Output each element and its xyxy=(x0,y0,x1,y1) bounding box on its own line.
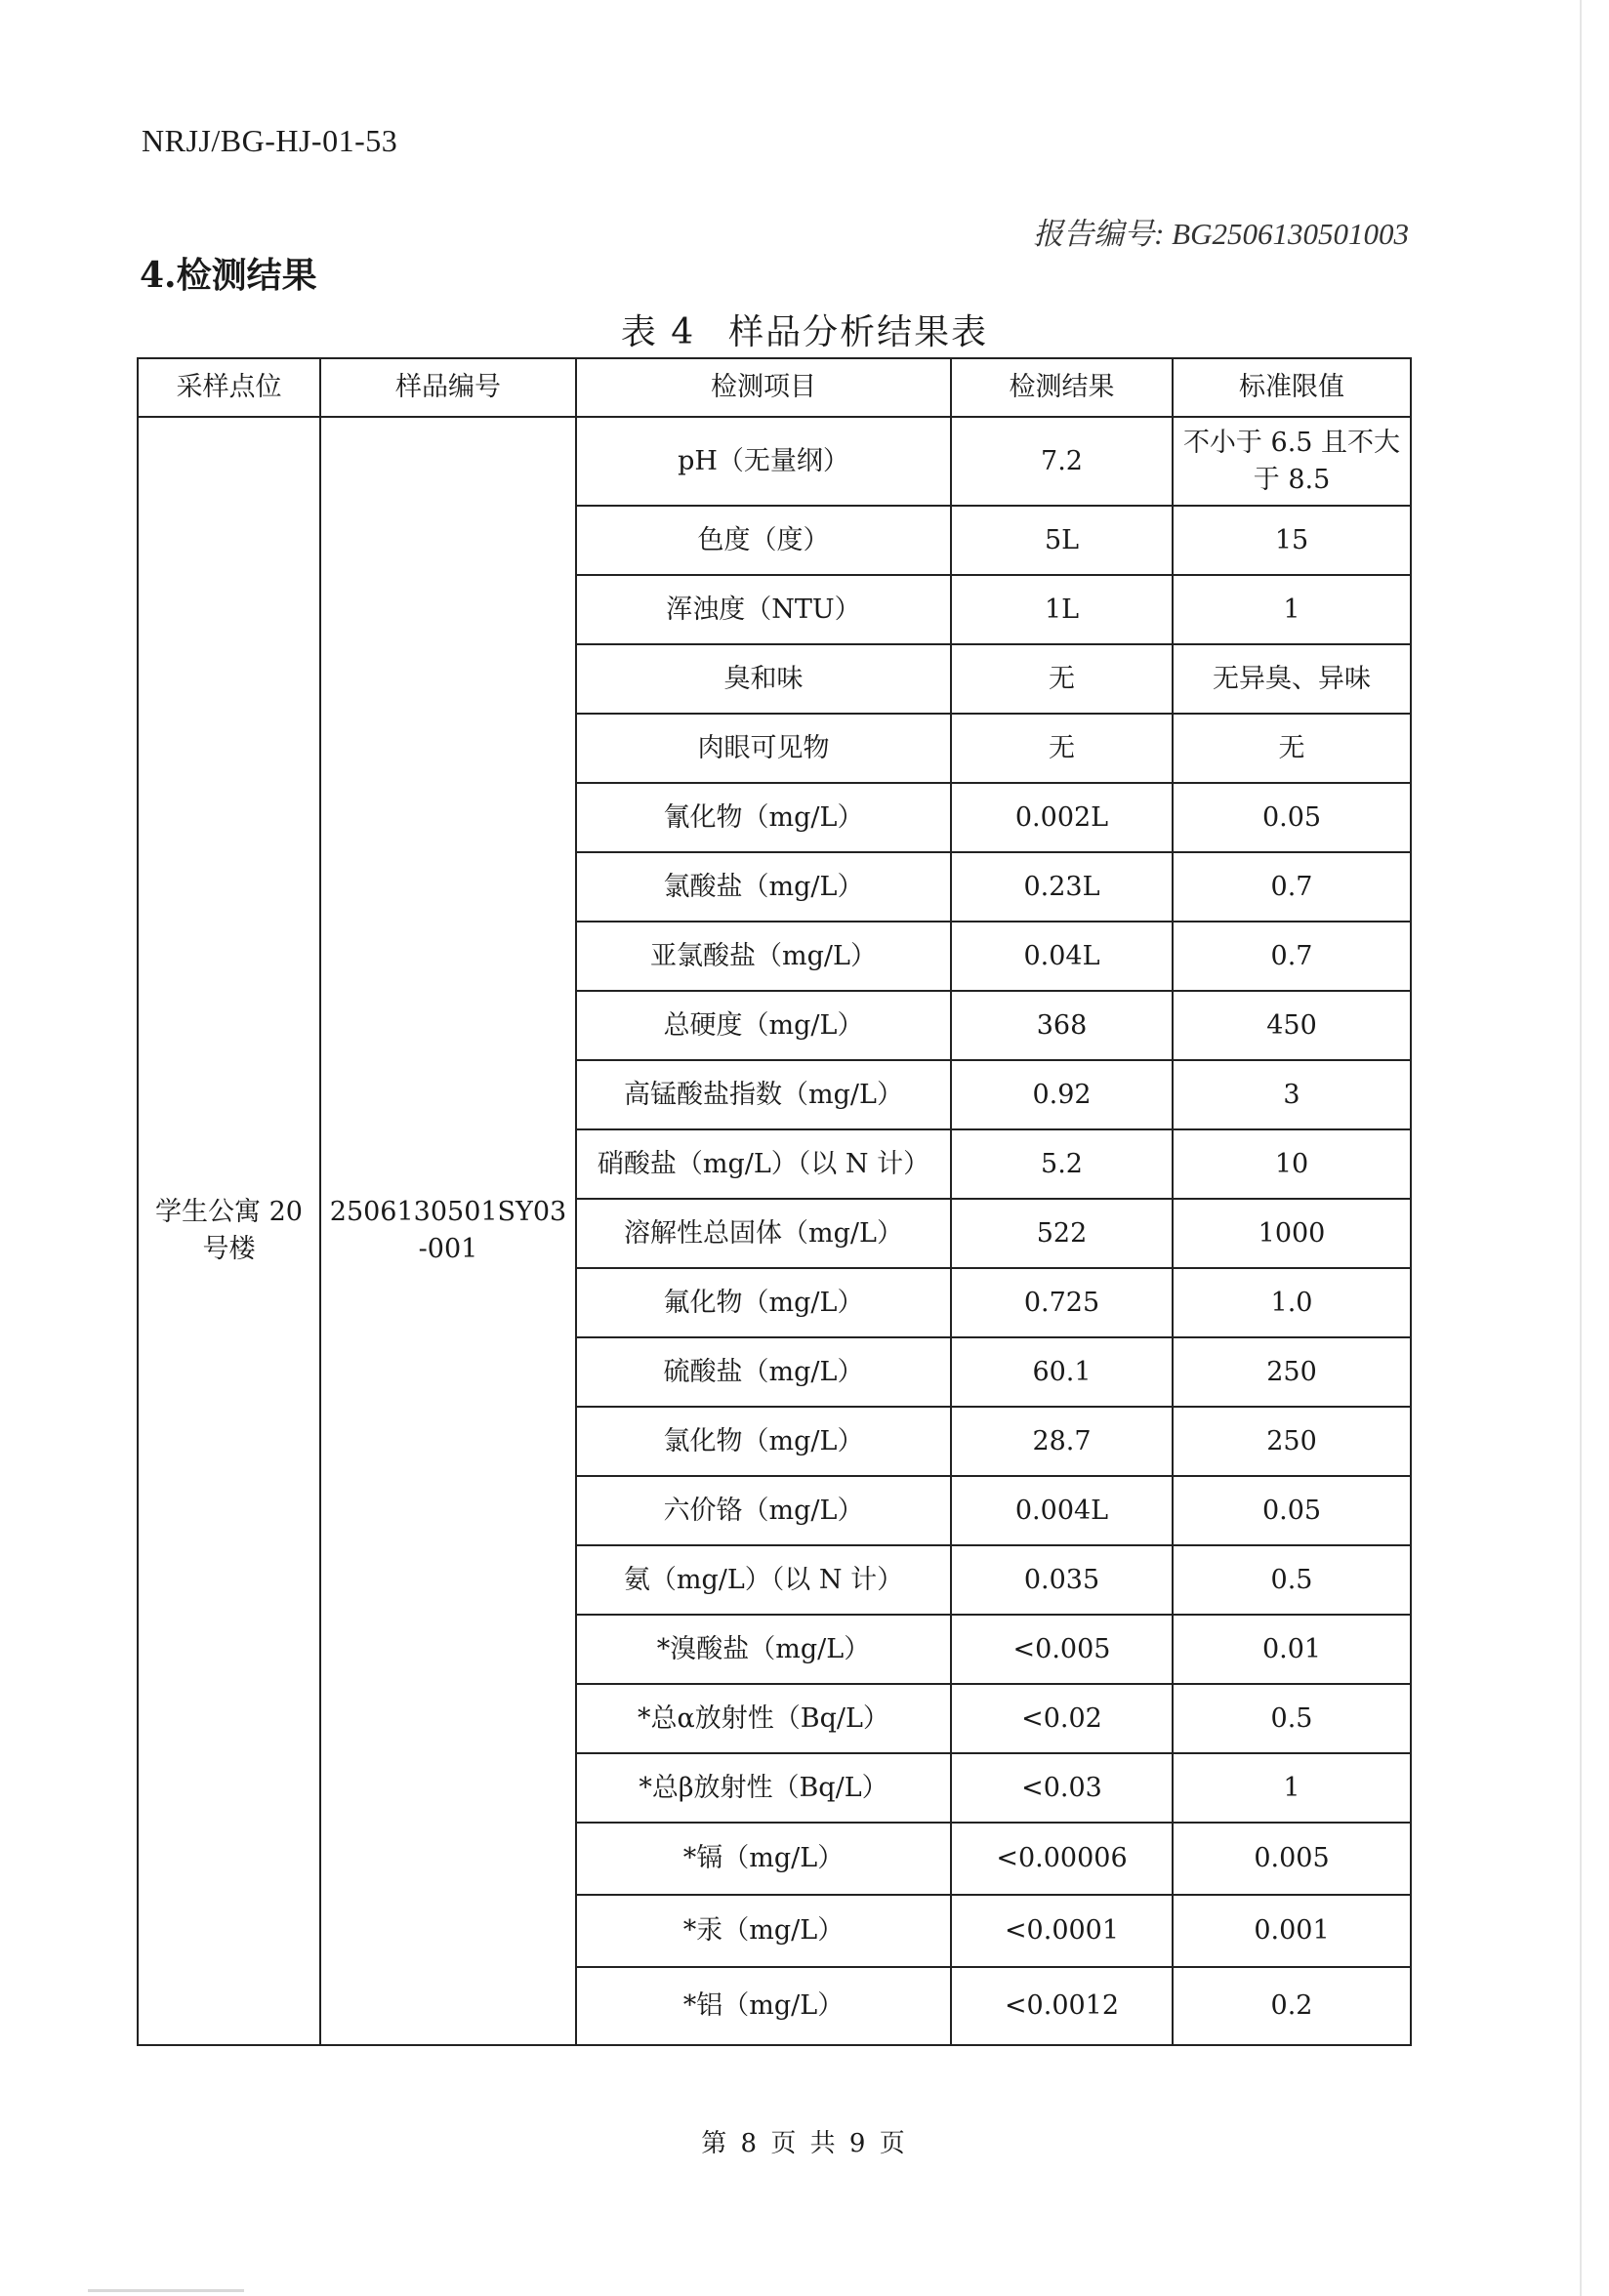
table-header-row xyxy=(138,358,1411,417)
test-item-cell: 色度（度） xyxy=(576,506,951,575)
test-item-cell: 溶解性总固体（mg/L） xyxy=(576,1199,951,1268)
standard-limit-cell: 250 xyxy=(1173,1337,1411,1407)
table-caption xyxy=(0,305,1609,354)
test-item-cell: *铝（mg/L） xyxy=(576,1967,951,2045)
test-result-cell: 0.725 xyxy=(951,1268,1173,1337)
test-item-cell: 高锰酸盐指数（mg/L） xyxy=(576,1060,951,1129)
test-item-cell: 总硬度（mg/L） xyxy=(576,991,951,1060)
test-item-cell: 氯化物（mg/L） xyxy=(576,1407,951,1476)
standard-limit-cell: 0.01 xyxy=(1173,1615,1411,1684)
test-result-cell: <0.005 xyxy=(951,1615,1173,1684)
table-caption-text: 样品分析结果表 xyxy=(728,312,989,352)
standard-limit-cell: 0.5 xyxy=(1173,1545,1411,1615)
standard-limit-cell: 15 xyxy=(1173,506,1411,575)
test-item-cell: pH（无量纲） xyxy=(576,417,951,506)
standard-limit-cell: 0.7 xyxy=(1173,852,1411,922)
test-result-cell: 1L xyxy=(951,575,1173,644)
test-result-cell: 0.035 xyxy=(951,1545,1173,1615)
page-number: 第 8 页 共 9 页 xyxy=(701,2129,908,2158)
table-row xyxy=(138,417,1411,506)
standard-limit-cell: 1.0 xyxy=(1173,1268,1411,1337)
test-item-cell: *总β放射性（Bq/L） xyxy=(576,1753,951,1823)
test-result-cell: <0.03 xyxy=(951,1753,1173,1823)
test-item-cell: *汞（mg/L） xyxy=(576,1895,951,1967)
sampling-site-cell: 学生公寓 20 号楼 xyxy=(138,417,320,2045)
test-item-cell: 臭和味 xyxy=(576,644,951,714)
test-result-cell: 0.004L xyxy=(951,1476,1173,1545)
test-result-cell: 5L xyxy=(951,506,1173,575)
section-title: 4.检测结果 xyxy=(140,255,317,296)
test-result-cell: 无 xyxy=(951,714,1173,783)
table-caption-number: 表 4 xyxy=(620,312,696,352)
standard-limit-cell: 0.05 xyxy=(1173,1476,1411,1545)
report-number: 报告编号: BG2506130501003 xyxy=(1033,217,1409,251)
test-result-cell: 0.92 xyxy=(951,1060,1173,1129)
header-test-item: 检测项目 xyxy=(576,358,951,417)
test-result-cell: <0.0001 xyxy=(951,1895,1173,1967)
standard-limit-cell: 0.001 xyxy=(1173,1895,1411,1967)
test-item-cell: 六价铬（mg/L） xyxy=(576,1476,951,1545)
test-item-cell: 氰化物（mg/L） xyxy=(576,783,951,852)
test-item-cell: 硫酸盐（mg/L） xyxy=(576,1337,951,1407)
test-result-cell: 0.002L xyxy=(951,783,1173,852)
standard-limit-cell: 0.2 xyxy=(1173,1967,1411,2045)
standard-limit-cell: 250 xyxy=(1173,1407,1411,1476)
test-result-cell: <0.00006 xyxy=(951,1823,1173,1895)
standard-limit-cell: 0.5 xyxy=(1173,1684,1411,1753)
test-item-cell: 氯酸盐（mg/L） xyxy=(576,852,951,922)
test-result-cell: 5.2 xyxy=(951,1129,1173,1199)
test-result-cell: 0.23L xyxy=(951,852,1173,922)
header-site: 采样点位 xyxy=(138,358,320,417)
test-item-cell: *总α放射性（Bq/L） xyxy=(576,1684,951,1753)
test-item-cell: 肉眼可见物 xyxy=(576,714,951,783)
test-item-cell: *溴酸盐（mg/L） xyxy=(576,1615,951,1684)
test-item-cell: *镉（mg/L） xyxy=(576,1823,951,1895)
test-result-cell: 28.7 xyxy=(951,1407,1173,1476)
header-standard-limit: 标准限值 xyxy=(1173,358,1411,417)
results-body xyxy=(138,417,1411,2045)
standard-limit-cell: 1000 xyxy=(1173,1199,1411,1268)
standard-limit-cell: 无 xyxy=(1173,714,1411,783)
standard-limit-cell: 0.7 xyxy=(1173,922,1411,991)
test-item-cell: 氟化物（mg/L） xyxy=(576,1268,951,1337)
standard-limit-cell: 1 xyxy=(1173,575,1411,644)
document-code: NRJJ/BG-HJ-01-53 xyxy=(142,123,398,158)
scan-artifact-line xyxy=(88,2289,244,2292)
header-sample-id: 样品编号 xyxy=(320,358,576,417)
test-result-cell: 无 xyxy=(951,644,1173,714)
test-item-cell: 硝酸盐（mg/L）（以 N 计） xyxy=(576,1129,951,1199)
standard-limit-cell: 10 xyxy=(1173,1129,1411,1199)
standard-limit-cell: 0.005 xyxy=(1173,1823,1411,1895)
test-result-cell: 7.2 xyxy=(951,417,1173,506)
test-result-cell: 60.1 xyxy=(951,1337,1173,1407)
standard-limit-cell: 0.05 xyxy=(1173,783,1411,852)
standard-limit-cell: 3 xyxy=(1173,1060,1411,1129)
test-item-cell: 浑浊度（NTU） xyxy=(576,575,951,644)
test-result-cell: 368 xyxy=(951,991,1173,1060)
standard-limit-cell: 无异臭、异味 xyxy=(1173,644,1411,714)
test-result-cell: 522 xyxy=(951,1199,1173,1268)
sample-id-cell: 2506130501SY03-001 xyxy=(320,417,576,2045)
header-test-result: 检测结果 xyxy=(951,358,1173,417)
standard-limit-cell: 1 xyxy=(1173,1753,1411,1823)
standard-limit-cell: 不小于 6.5 且不大于 8.5 xyxy=(1173,417,1411,506)
results-table xyxy=(137,357,1412,2046)
test-item-cell: 亚氯酸盐（mg/L） xyxy=(576,922,951,991)
standard-limit-cell: 450 xyxy=(1173,991,1411,1060)
test-item-cell: 氨（mg/L）（以 N 计） xyxy=(576,1545,951,1615)
test-result-cell: <0.02 xyxy=(951,1684,1173,1753)
test-result-cell: <0.0012 xyxy=(951,1967,1173,2045)
test-result-cell: 0.04L xyxy=(951,922,1173,991)
